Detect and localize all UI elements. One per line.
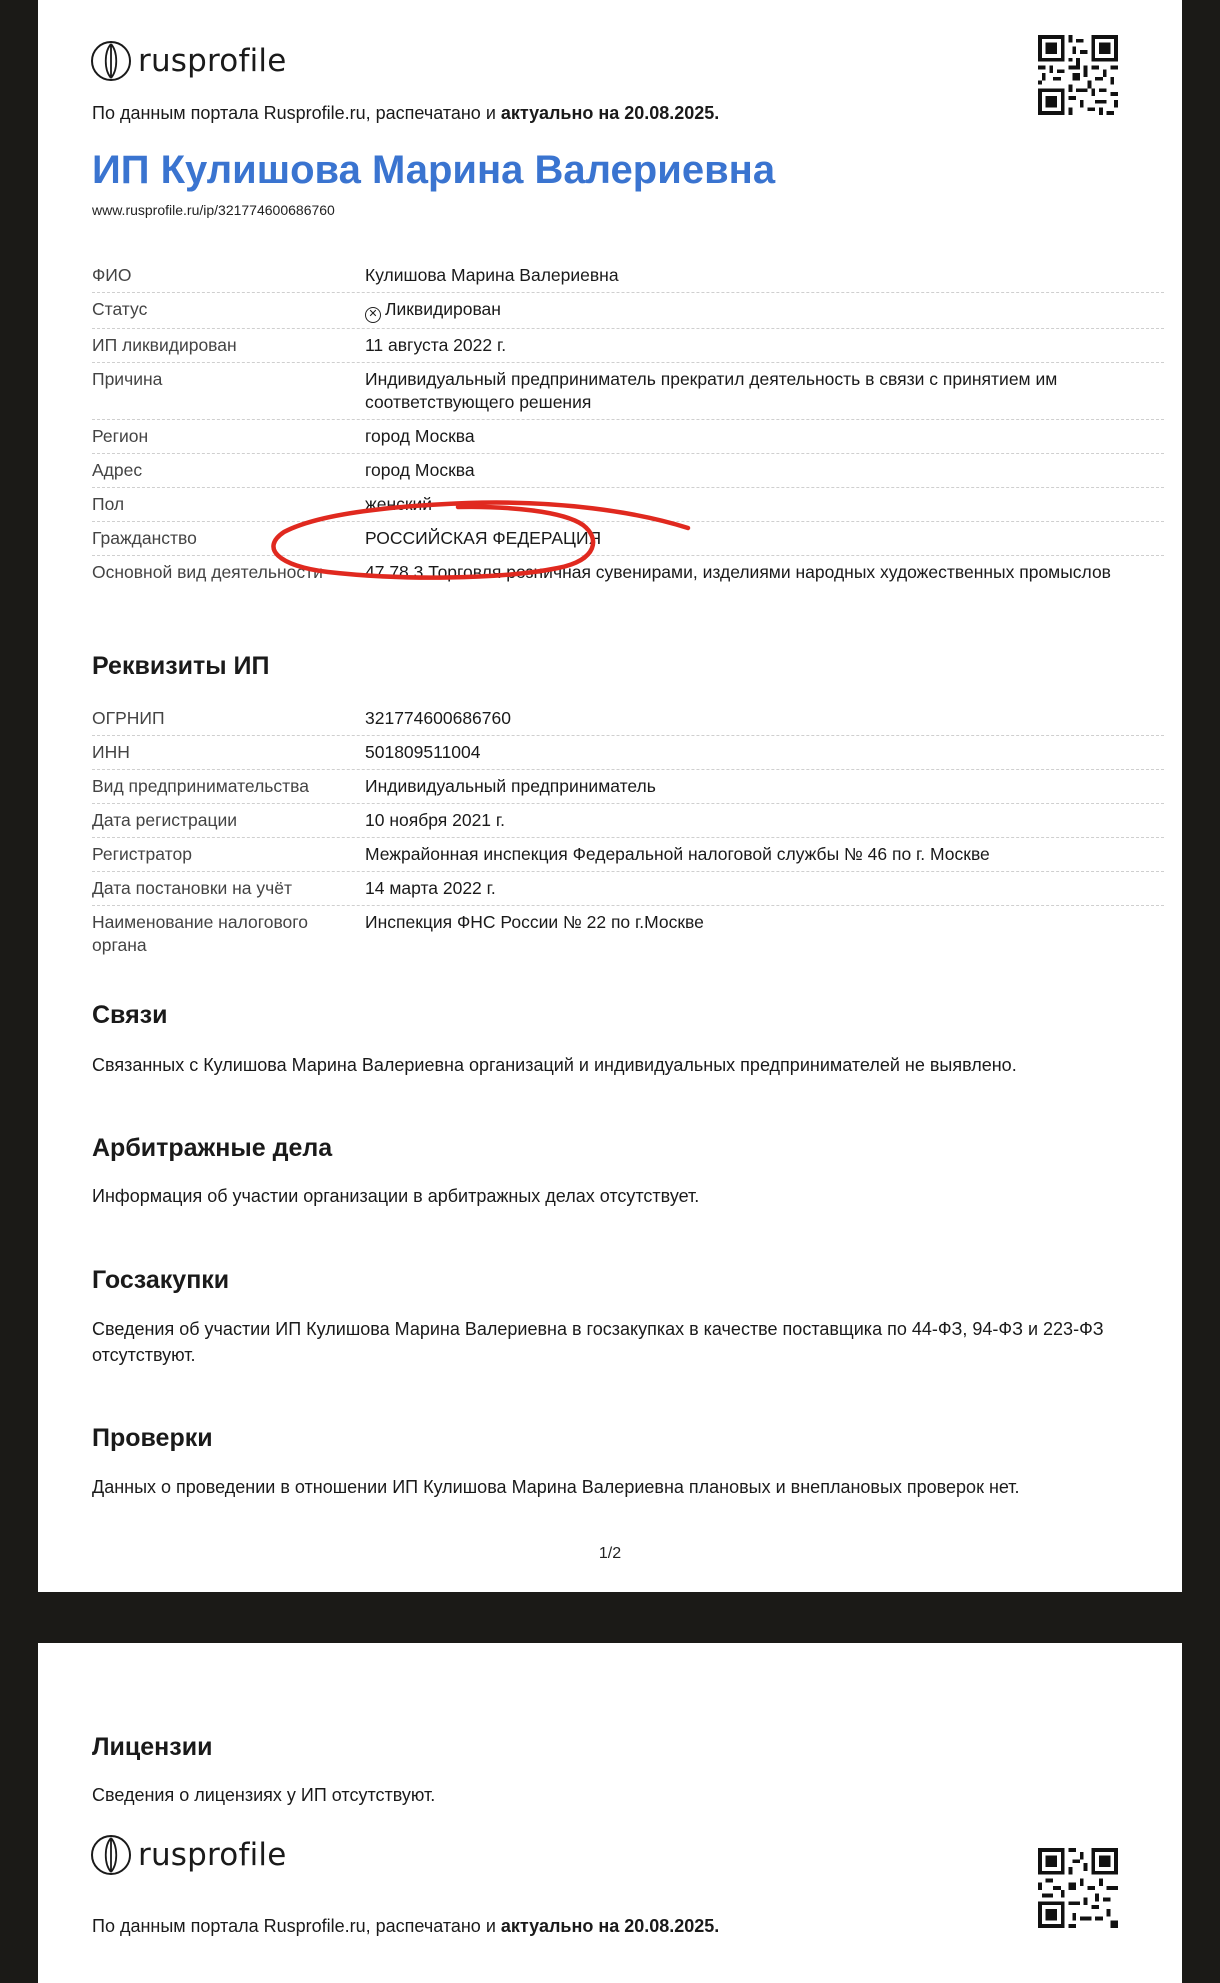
- info-table: [92, 259, 1164, 589]
- info-label: Причина: [92, 369, 163, 389]
- info-row-citizenship: [92, 522, 1164, 556]
- printed-note: [92, 103, 719, 124]
- req-label: Дата регистрации: [92, 810, 238, 830]
- req-label: Вид предпринимательства: [92, 776, 309, 796]
- document-page-1: [38, 0, 1182, 1592]
- req-row-registrar: [92, 838, 1164, 872]
- info-value: [365, 298, 1164, 323]
- rusprofile-logo-footer: [90, 1834, 286, 1876]
- qr-code: [1038, 35, 1118, 115]
- info-row-liquidated: [92, 329, 1164, 363]
- info-row-status: [92, 293, 1164, 329]
- info-row-reason: [92, 363, 1164, 420]
- status-text: Ликвидирован: [385, 299, 501, 319]
- printed-note-footer: [92, 1916, 719, 1937]
- rusprofile-logo-icon: [90, 40, 132, 82]
- req-label: Наименование налогового органа: [92, 912, 309, 955]
- req-label: Регистратор: [92, 844, 192, 864]
- info-row-region: [92, 420, 1164, 454]
- rusprofile-logo: [90, 40, 286, 82]
- printed-note-prefix: По данным портала Rusprofile.ru, распечатано и: [92, 1916, 496, 1936]
- info-label: ИП ликвидирован: [92, 335, 237, 355]
- procurement-heading: Госзакупки: [92, 1266, 230, 1294]
- info-value: 11 августа 2022 г.: [365, 335, 507, 355]
- info-label: Адрес: [92, 460, 143, 480]
- printed-note-date: актуально на 20.08.2025.: [500, 1916, 720, 1936]
- req-label: Дата постановки на учёт: [92, 878, 292, 898]
- inspections-heading: Проверки: [92, 1424, 213, 1452]
- info-row-activity: [92, 556, 1164, 589]
- req-row-regdate: [92, 804, 1164, 838]
- info-label: Пол: [92, 494, 125, 514]
- info-value: Индивидуальный предприниматель прекратил деятельность в связи с принятием им соответствующего решения: [365, 369, 1058, 412]
- info-label: ФИО: [92, 265, 132, 285]
- info-label: Регион: [92, 426, 149, 446]
- req-row-type: [92, 770, 1164, 804]
- requisites-table: [92, 702, 1164, 962]
- req-value: 10 ноября 2021 г.: [365, 810, 505, 830]
- links-heading: Связи: [92, 1001, 168, 1029]
- procurement-text: Сведения об участии ИП Кулишова Марина Валериевна в госзакупках в качестве поставщика по 44-ФЗ, 94-ФЗ и 223-ФЗ отсутствуют.: [92, 1319, 1104, 1365]
- info-value: женский: [365, 494, 433, 514]
- info-label: Гражданство: [92, 528, 197, 548]
- rusprofile-logo-text: rusprofile: [138, 1837, 287, 1873]
- req-row-ogrnip: [92, 702, 1164, 736]
- req-value: 14 марта 2022 г.: [365, 878, 496, 898]
- info-value: город Москва: [365, 426, 475, 446]
- info-row-address: [92, 454, 1164, 488]
- req-row-taxorgan: [92, 906, 1164, 962]
- page-number: 1/2: [598, 1545, 622, 1562]
- info-value: город Москва: [365, 460, 475, 480]
- licenses-heading: Лицензии: [92, 1733, 213, 1761]
- arbitration-heading: Арбитражные дела: [92, 1134, 333, 1162]
- rusprofile-logo-text: rusprofile: [138, 43, 287, 79]
- printed-note-date: актуально на 20.08.2025.: [500, 103, 720, 123]
- printed-note-prefix: По данным портала Rusprofile.ru, распечатано и: [92, 103, 496, 123]
- info-value: Кулишова Марина Валериевна: [365, 265, 619, 285]
- arbitration-text: Информация об участии организации в арбитражных делах отсутствует.: [92, 1186, 700, 1206]
- info-row-gender: [92, 488, 1164, 522]
- rusprofile-logo-icon: [90, 1834, 132, 1876]
- req-value: Индивидуальный предприниматель: [365, 776, 656, 796]
- info-value: 47.78.3 Торговля розничная сувенирами, изделиями народных художественных промыслов: [365, 562, 1111, 582]
- links-text: Связанных с Кулишова Марина Валериевна организаций и индивидуальных предпринимателей не выявлено.: [92, 1055, 1017, 1075]
- req-value: 501809511004: [365, 742, 481, 762]
- page-title: ИП Кулишова Марина Валериевна: [92, 148, 776, 192]
- info-label: Основной вид деятельности: [92, 562, 323, 582]
- req-label: ИНН: [92, 742, 130, 762]
- req-label: ОГРНИП: [92, 708, 165, 728]
- info-label: Статус: [92, 299, 148, 319]
- req-value: 321774600686760: [365, 708, 511, 728]
- req-row-inn: [92, 736, 1164, 770]
- page-url: www.rusprofile.ru/ip/321774600686760: [92, 202, 335, 218]
- req-value: Межрайонная инспекция Федеральной налоговой службы № 46 по г. Москве: [365, 844, 990, 864]
- info-value: РОССИЙСКАЯ ФЕДЕРАЦИЯ: [365, 528, 602, 548]
- info-row-fio: [92, 259, 1164, 293]
- req-value: Инспекция ФНС России № 22 по г.Москве: [365, 912, 704, 932]
- req-row-taxdate: [92, 872, 1164, 906]
- document-page-2: [38, 1643, 1182, 1983]
- inspections-text: Данных о проведении в отношении ИП Кулишова Марина Валериевна плановых и внеплановых проверок нет.: [92, 1477, 1020, 1497]
- close-circle-icon: ✕: [365, 307, 381, 323]
- licenses-text: Сведения о лицензиях у ИП отсутствуют.: [92, 1785, 436, 1805]
- requisites-heading: Реквизиты ИП: [92, 652, 270, 680]
- qr-code-footer: [1038, 1848, 1118, 1928]
